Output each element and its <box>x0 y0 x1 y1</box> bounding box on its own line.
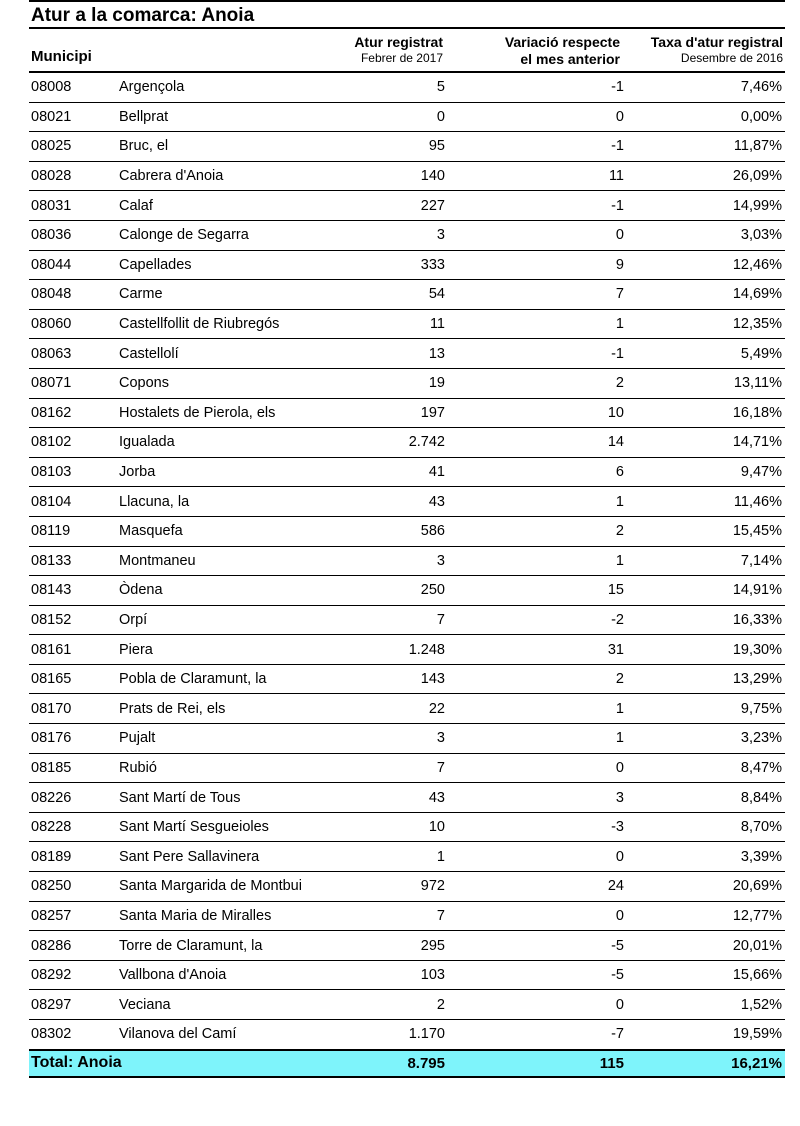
taxa-value: 11,46% <box>626 487 785 517</box>
atur-value: 41 <box>319 457 447 487</box>
table-row <box>29 546 785 576</box>
municipi-code: 08185 <box>29 753 119 783</box>
taxa-value: 3,39% <box>626 842 785 872</box>
municipi-code: 08143 <box>29 576 119 606</box>
municipi-code: 08165 <box>29 664 119 694</box>
atur-value: 1.170 <box>319 1020 447 1050</box>
municipi-name: Veciana <box>119 990 319 1020</box>
municipi-name: Santa Maria de Miralles <box>119 901 319 931</box>
municipi-name: Llacuna, la <box>119 487 319 517</box>
taxa-value: 8,84% <box>626 783 785 813</box>
municipi-name: Capellades <box>119 250 319 280</box>
taxa-value: 12,35% <box>626 309 785 339</box>
taxa-value: 12,46% <box>626 250 785 280</box>
municipi-name: Orpí <box>119 605 319 635</box>
table-row <box>29 102 785 132</box>
table-row <box>29 191 785 221</box>
municipi-code: 08133 <box>29 546 119 576</box>
municipi-code: 08103 <box>29 457 119 487</box>
table-row <box>29 516 785 546</box>
variacio-value: -1 <box>447 132 626 162</box>
total-label: Total: Anoia <box>29 1050 319 1077</box>
variacio-value: 6 <box>447 457 626 487</box>
municipi-name: Òdena <box>119 576 319 606</box>
municipi-name: Pobla de Claramunt, la <box>119 664 319 694</box>
variacio-value: 1 <box>447 694 626 724</box>
atur-value: 3 <box>319 724 447 754</box>
atur-value: 3 <box>319 546 447 576</box>
municipi-code: 08021 <box>29 102 119 132</box>
municipi-name: Prats de Rei, els <box>119 694 319 724</box>
variacio-value: -1 <box>447 191 626 221</box>
table-row <box>29 753 785 783</box>
taxa-value: 11,87% <box>626 132 785 162</box>
taxa-value: 7,46% <box>626 73 785 102</box>
atur-value: 333 <box>319 250 447 280</box>
atur-value: 143 <box>319 664 447 694</box>
total-row <box>29 1050 785 1077</box>
table-row <box>29 931 785 961</box>
municipi-code: 08025 <box>29 132 119 162</box>
municipi-name: Vilanova del Camí <box>119 1020 319 1050</box>
municipi-code: 08071 <box>29 368 119 398</box>
municipi-name: Piera <box>119 635 319 665</box>
municipi-code: 08152 <box>29 605 119 635</box>
variacio-value: 1 <box>447 546 626 576</box>
municipi-code: 08226 <box>29 783 119 813</box>
municipi-code: 08228 <box>29 812 119 842</box>
atur-value: 7 <box>319 753 447 783</box>
municipi-name: Igualada <box>119 428 319 458</box>
municipi-name: Bellprat <box>119 102 319 132</box>
atur-value: 95 <box>319 132 447 162</box>
table-row <box>29 842 785 872</box>
municipi-name: Sant Pere Sallavinera <box>119 842 319 872</box>
table-row <box>29 783 785 813</box>
municipi-code: 08048 <box>29 280 119 310</box>
municipi-name: Calonge de Segarra <box>119 220 319 250</box>
atur-value: 7 <box>319 605 447 635</box>
municipi-code: 08302 <box>29 1020 119 1050</box>
header-var-line2: el mes anterior <box>520 51 620 67</box>
variacio-value: 10 <box>447 398 626 428</box>
taxa-value: 9,47% <box>626 457 785 487</box>
table-row <box>29 694 785 724</box>
table-row <box>29 576 785 606</box>
municipi-name: Rubió <box>119 753 319 783</box>
municipis-table <box>29 73 785 1078</box>
atur-value: 2.742 <box>319 428 447 458</box>
table-row <box>29 1020 785 1050</box>
taxa-value: 8,70% <box>626 812 785 842</box>
municipi-name: Carme <box>119 280 319 310</box>
atur-value: 295 <box>319 931 447 961</box>
table-row <box>29 664 785 694</box>
taxa-value: 9,75% <box>626 694 785 724</box>
table-row <box>29 487 785 517</box>
total-taxa: 16,21% <box>626 1050 785 1077</box>
municipi-name: Cabrera d'Anoia <box>119 161 319 191</box>
table-row <box>29 457 785 487</box>
table-row <box>29 812 785 842</box>
municipi-code: 08292 <box>29 960 119 990</box>
municipi-code: 08063 <box>29 339 119 369</box>
municipi-code: 08008 <box>29 73 119 102</box>
municipi-code: 08170 <box>29 694 119 724</box>
table-row <box>29 960 785 990</box>
page-title: Atur a la comarca: Anoia <box>29 0 785 29</box>
municipi-name: Bruc, el <box>119 132 319 162</box>
taxa-value: 3,03% <box>626 220 785 250</box>
variacio-value: 2 <box>447 516 626 546</box>
atur-value: 1.248 <box>319 635 447 665</box>
variacio-value: 1 <box>447 487 626 517</box>
header-municipi: Municipi <box>31 48 92 65</box>
variacio-value: -5 <box>447 960 626 990</box>
header-taxa-sub: Desembre de 2016 <box>680 51 783 65</box>
table-row <box>29 132 785 162</box>
municipi-name: Argençola <box>119 73 319 102</box>
variacio-value: 14 <box>447 428 626 458</box>
municipi-code: 08044 <box>29 250 119 280</box>
municipi-code: 08286 <box>29 931 119 961</box>
header-atur <box>354 34 443 66</box>
taxa-value: 14,71% <box>626 428 785 458</box>
municipi-code: 08104 <box>29 487 119 517</box>
variacio-value: -3 <box>447 812 626 842</box>
taxa-value: 19,30% <box>626 635 785 665</box>
atur-value: 2 <box>319 990 447 1020</box>
header-var-line1: Variació respecte <box>504 34 620 50</box>
atur-value: 140 <box>319 161 447 191</box>
municipi-code: 08257 <box>29 901 119 931</box>
variacio-value: 31 <box>447 635 626 665</box>
municipi-name: Santa Margarida de Montbui <box>119 872 319 902</box>
taxa-value: 13,29% <box>626 664 785 694</box>
table-row <box>29 398 785 428</box>
atur-value: 43 <box>319 487 447 517</box>
taxa-value: 3,23% <box>626 724 785 754</box>
taxa-value: 26,09% <box>626 161 785 191</box>
variacio-value: 0 <box>447 842 626 872</box>
municipi-code: 08297 <box>29 990 119 1020</box>
municipi-name: Hostalets de Pierola, els <box>119 398 319 428</box>
variacio-value: -7 <box>447 1020 626 1050</box>
variacio-value: 24 <box>447 872 626 902</box>
taxa-value: 14,99% <box>626 191 785 221</box>
taxa-value: 15,66% <box>626 960 785 990</box>
municipi-code: 08250 <box>29 872 119 902</box>
variacio-value: 11 <box>447 161 626 191</box>
taxa-value: 8,47% <box>626 753 785 783</box>
atur-value: 250 <box>319 576 447 606</box>
atur-value: 19 <box>319 368 447 398</box>
municipi-code: 08161 <box>29 635 119 665</box>
municipi-name: Copons <box>119 368 319 398</box>
taxa-value: 14,69% <box>626 280 785 310</box>
atur-value: 586 <box>319 516 447 546</box>
variacio-value: 15 <box>447 576 626 606</box>
table-row <box>29 250 785 280</box>
atur-value: 5 <box>319 73 447 102</box>
variacio-value: -1 <box>447 339 626 369</box>
variacio-value: 2 <box>447 368 626 398</box>
table-row <box>29 872 785 902</box>
table-header <box>29 29 785 73</box>
total-atur: 8.795 <box>319 1050 447 1077</box>
taxa-value: 20,01% <box>626 931 785 961</box>
atur-value: 10 <box>319 812 447 842</box>
table-row <box>29 990 785 1020</box>
taxa-value: 13,11% <box>626 368 785 398</box>
taxa-value: 15,45% <box>626 516 785 546</box>
taxa-value: 0,00% <box>626 102 785 132</box>
municipi-code: 08189 <box>29 842 119 872</box>
municipi-name: Vallbona d'Anoia <box>119 960 319 990</box>
variacio-value: 7 <box>447 280 626 310</box>
atur-value: 103 <box>319 960 447 990</box>
municipi-code: 08162 <box>29 398 119 428</box>
atur-value: 197 <box>319 398 447 428</box>
municipi-name: Torre de Claramunt, la <box>119 931 319 961</box>
municipi-name: Montmaneu <box>119 546 319 576</box>
table-row <box>29 339 785 369</box>
variacio-value: 0 <box>447 102 626 132</box>
table-row <box>29 428 785 458</box>
table-row <box>29 635 785 665</box>
municipi-code: 08031 <box>29 191 119 221</box>
municipi-name: Castellfollit de Riubregós <box>119 309 319 339</box>
variacio-value: -2 <box>447 605 626 635</box>
atur-value: 11 <box>319 309 447 339</box>
header-taxa-main: Taxa d'atur registral <box>650 34 783 50</box>
report <box>29 0 785 1078</box>
taxa-value: 1,52% <box>626 990 785 1020</box>
header-atur-sub: Febrer de 2017 <box>360 51 443 65</box>
atur-value: 3 <box>319 220 447 250</box>
atur-value: 43 <box>319 783 447 813</box>
table-row <box>29 220 785 250</box>
municipi-name: Castellolí <box>119 339 319 369</box>
variacio-value: 0 <box>447 990 626 1020</box>
variacio-value: -1 <box>447 73 626 102</box>
municipi-code: 08036 <box>29 220 119 250</box>
variacio-value: 0 <box>447 220 626 250</box>
variacio-value: -5 <box>447 931 626 961</box>
table-row <box>29 73 785 102</box>
atur-value: 7 <box>319 901 447 931</box>
taxa-value: 7,14% <box>626 546 785 576</box>
municipi-name: Jorba <box>119 457 319 487</box>
taxa-value: 16,33% <box>626 605 785 635</box>
table-row <box>29 309 785 339</box>
municipi-name: Masquefa <box>119 516 319 546</box>
taxa-value: 5,49% <box>626 339 785 369</box>
total-variacio: 115 <box>447 1050 626 1077</box>
atur-value: 1 <box>319 842 447 872</box>
variacio-value: 2 <box>447 664 626 694</box>
header-variacio <box>505 34 620 68</box>
atur-value: 13 <box>319 339 447 369</box>
municipi-code: 08028 <box>29 161 119 191</box>
variacio-value: 0 <box>447 901 626 931</box>
variacio-value: 9 <box>447 250 626 280</box>
taxa-value: 12,77% <box>626 901 785 931</box>
municipi-name: Pujalt <box>119 724 319 754</box>
atur-value: 22 <box>319 694 447 724</box>
atur-value: 0 <box>319 102 447 132</box>
municipi-code: 08102 <box>29 428 119 458</box>
variacio-value: 1 <box>447 724 626 754</box>
variacio-value: 1 <box>447 309 626 339</box>
header-taxa <box>651 34 783 66</box>
municipi-code: 08060 <box>29 309 119 339</box>
table-row <box>29 605 785 635</box>
atur-value: 54 <box>319 280 447 310</box>
table-row <box>29 280 785 310</box>
atur-value: 972 <box>319 872 447 902</box>
municipi-code: 08176 <box>29 724 119 754</box>
header-atur-main: Atur registrat <box>354 34 443 50</box>
municipi-name: Sant Martí Sesgueioles <box>119 812 319 842</box>
table-row <box>29 901 785 931</box>
taxa-value: 20,69% <box>626 872 785 902</box>
table-row <box>29 161 785 191</box>
taxa-value: 19,59% <box>626 1020 785 1050</box>
municipi-code: 08119 <box>29 516 119 546</box>
taxa-value: 14,91% <box>626 576 785 606</box>
variacio-value: 3 <box>447 783 626 813</box>
municipi-name: Sant Martí de Tous <box>119 783 319 813</box>
table-row <box>29 368 785 398</box>
municipi-name: Calaf <box>119 191 319 221</box>
table-row <box>29 724 785 754</box>
atur-value: 227 <box>319 191 447 221</box>
variacio-value: 0 <box>447 753 626 783</box>
taxa-value: 16,18% <box>626 398 785 428</box>
